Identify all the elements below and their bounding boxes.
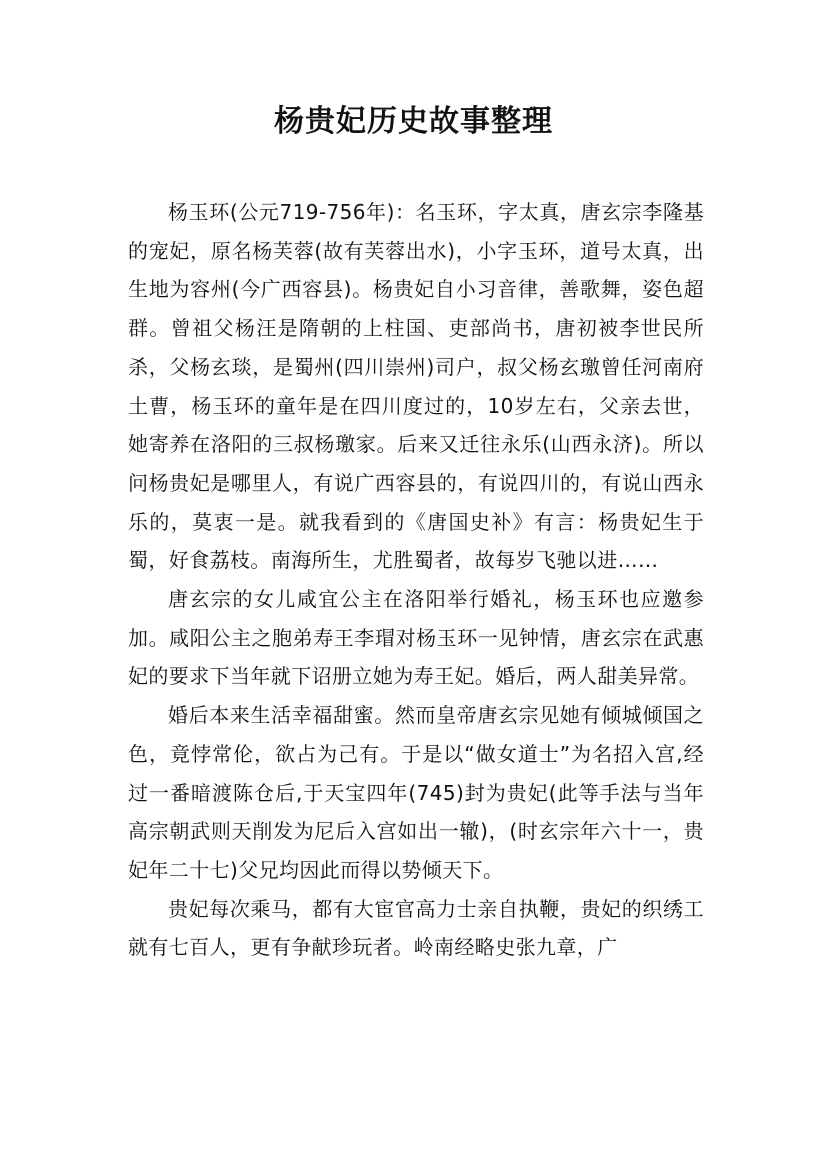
- paragraph-1: 杨玉环(公元719-756年)：名玉环，字太真，唐玄宗李隆基的宠妃，原名杨芙蓉(故有芙蓉出水)，小字玉环，道号太真，出生地为容州(今广西容县)。杨贵妃自小习音律，善歌舞，姿色超群。曾祖父杨汪是隋朝的上柱国、吏部尚书，唐初被李世民所杀，父杨玄琰，是蜀州(四川崇州)司户，叔父杨玄璬曾任河南府土曹，杨玉环的童年是在四川度过的，10岁左右，父亲去世，她寄养在洛阳的三叔杨璬家。后来又迁往永乐(山西永济)。所以问杨贵妃是哪里人，有说广西容县的，有说四川的，有说山西永乐的，莫衷一是。就我看到的《唐国史补》有言：杨贵妃生于蜀，好食荔枝。南海所生，尤胜蜀者，故每岁飞驰以进……: [128, 200, 704, 573]
- document-body: [128, 193, 704, 967]
- paragraph-4: 贵妃每次乘马，都有大宦官高力士亲自执鞭，贵妃的织绣工就有七百人，更有争献珍玩者。岭南经略史张九章，广: [128, 896, 704, 960]
- document-title: 杨贵妃历史故事整理: [274, 104, 553, 139]
- paragraph-2: 唐玄宗的女儿咸宜公主在洛阳举行婚礼，杨玉环也应邀参加。咸阳公主之胞弟寿王李瑁对杨玉环一见钟情，唐玄宗在武惠妃的要求下当年就下诏册立她为寿王妃。婚后，两人甜美异常。: [128, 587, 704, 689]
- paragraph-3: 婚后本来生活幸福甜蜜。然而皇帝唐玄宗见她有倾城倾国之色，竟悖常伦，欲占为己有。于是以“做女道士”为名招入宫,经过一番暗渡陈仓后,于天宝四年(745)封为贵妃(此等手法与当年高宗朝武则天削发为尼后入宫如出一辙)，(时玄宗年六十一，贵妃年二十七)父兄均因此而得以势倾天下。: [128, 703, 704, 882]
